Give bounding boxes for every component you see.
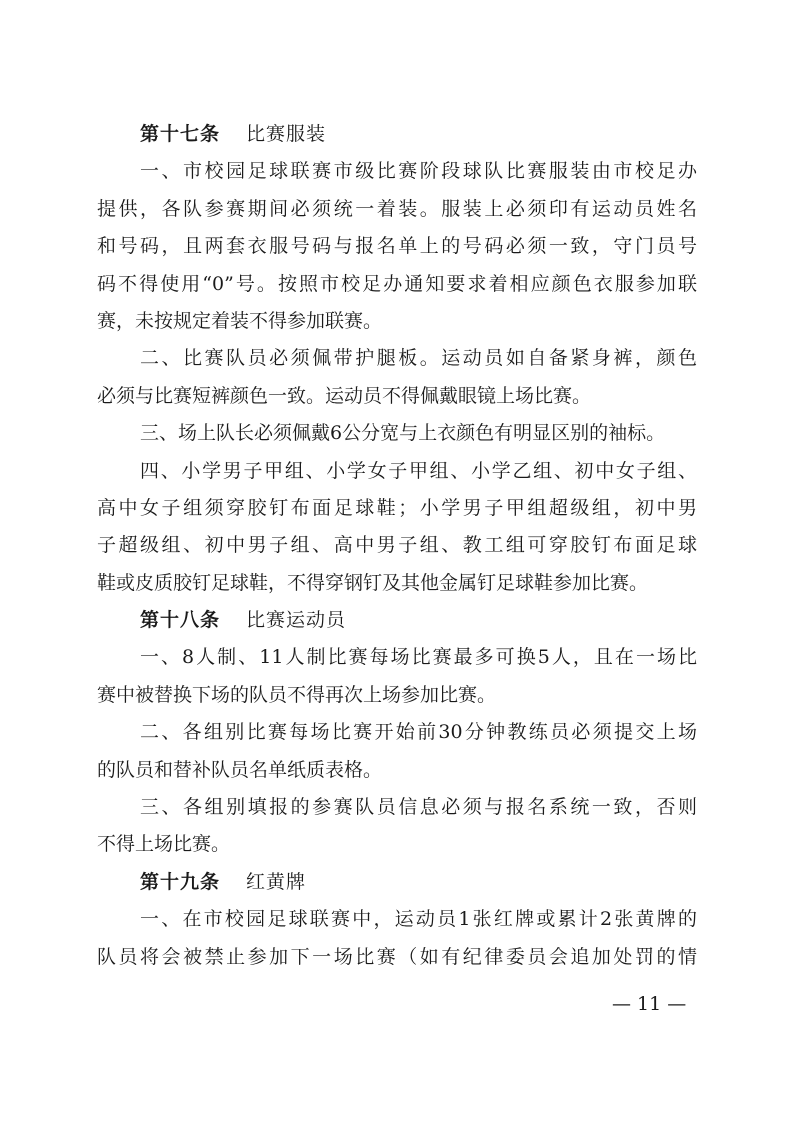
article-number: 第十七条 — [140, 123, 221, 145]
paragraph-line: 赛中被替换下场的队员不得再次上场参加比赛。 — [97, 683, 497, 706]
paragraph-line: 赛，未按规定着装不得参加联赛。 — [97, 309, 383, 332]
paragraph-line: 必须与比赛短裤颜色一致。运动员不得佩戴眼镜上场比赛。 — [97, 384, 592, 407]
paragraph-line: 二、各组别比赛每场比赛开始前30分钟教练员必须提交上场 — [140, 721, 697, 744]
paragraph-line: 三、各组别填报的参赛队员信息必须与报名系统一致，否则 — [140, 796, 697, 819]
article-heading — [97, 116, 697, 153]
paragraph-line: 码不得使用“0”号。按照市校足办通知要求着相应颜色衣服参加联 — [97, 272, 697, 295]
document-body — [97, 116, 697, 976]
article-heading — [97, 864, 697, 901]
article-title: 红黄牌 — [246, 870, 307, 893]
paragraph-line: 一、8人制、11人制比赛每场比赛最多可换5人，且在一场比 — [140, 646, 697, 669]
article-heading — [97, 602, 697, 639]
page-number: — 11 — — [612, 993, 687, 1015]
article-number: 第十九条 — [140, 870, 221, 893]
paragraph-line: 一、在市校园足球联赛中，运动员1张红牌或累计2张黄牌的 — [140, 908, 697, 931]
paragraph-line: 和号码，且两套衣服号码与报名单上的号码必须一致，守门员号 — [97, 235, 697, 258]
paragraph-line: 鞋或皮质胶钉足球鞋，不得穿钢钉及其他金属钉足球鞋参加比赛。 — [97, 571, 649, 594]
paragraph-line: 提供，各队参赛期间必须统一着装。服装上必须印有运动员姓名 — [97, 197, 697, 220]
paragraph-line: 三、场上队长必须佩戴6公分宽与上衣颜色有明显区别的袖标。 — [140, 422, 666, 445]
paragraph-line: 队员将会被禁止参加下一场比赛（如有纪律委员会追加处罚的情 — [97, 945, 697, 968]
article-number: 第十八条 — [140, 609, 221, 632]
paragraph-line: 高中女子组须穿胶钉布面足球鞋；小学男子甲组超级组，初中男 — [97, 496, 697, 519]
article-title: 比赛服装 — [246, 123, 327, 145]
paragraph-line: 的队员和替补队员名单纸质表格。 — [97, 758, 383, 781]
paragraph-line: 不得上场比赛。 — [97, 833, 231, 856]
paragraph-line: 子超级组、初中男子组、高中男子组、教工组可穿胶钉布面足球 — [97, 534, 697, 557]
paragraph-line: 四、小学男子甲组、小学女子甲组、小学乙组、初中女子组、 — [140, 459, 697, 482]
paragraph-line: 一、市校园足球联赛市级比赛阶段球队比赛服装由市校足办 — [140, 160, 697, 183]
article-title: 比赛运动员 — [246, 609, 347, 632]
paragraph-line: 二、比赛队员必须佩带护腿板。运动员如自备紧身裤，颜色 — [140, 347, 697, 370]
